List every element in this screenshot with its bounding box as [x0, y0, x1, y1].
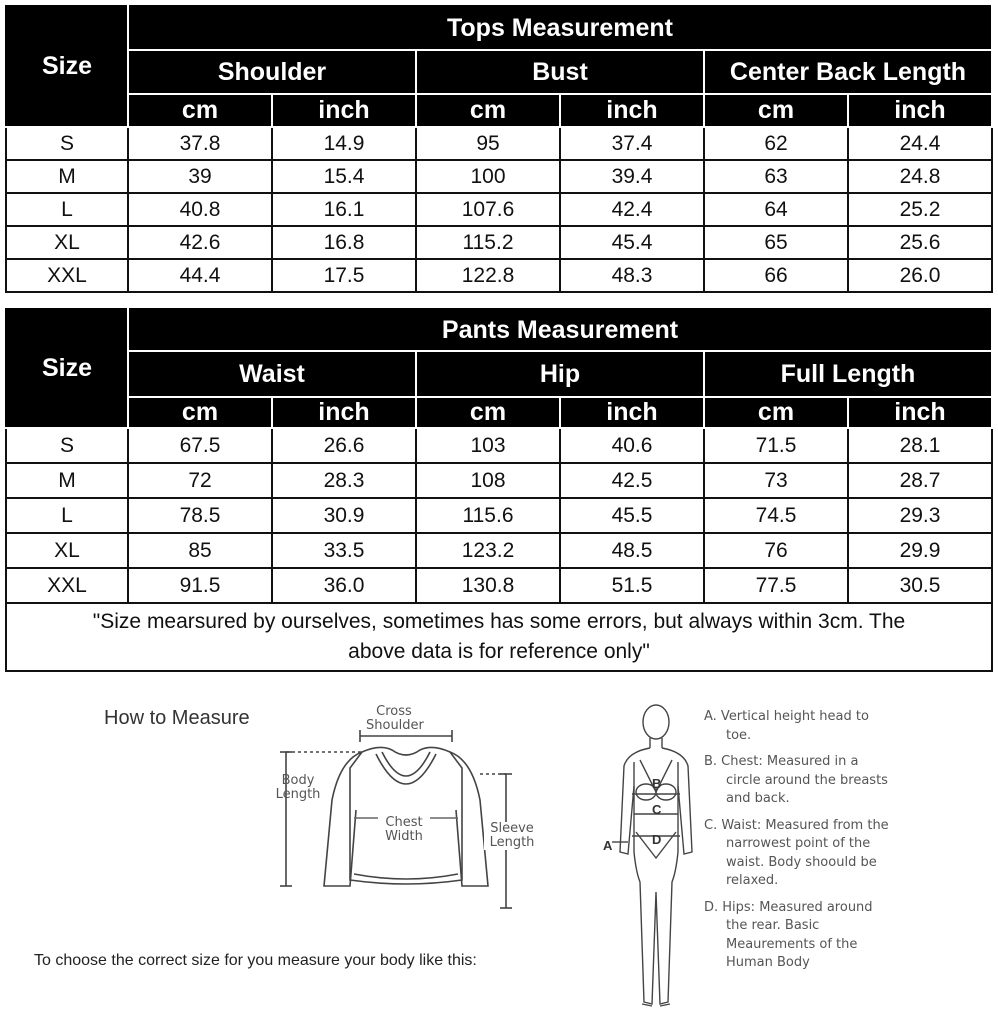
- table-cell: 67.5: [128, 428, 272, 463]
- table-cell: 29.3: [848, 498, 992, 533]
- table-cell: 30.9: [272, 498, 416, 533]
- table-cell: 25.2: [848, 193, 992, 226]
- disclaimer-note: [6, 603, 992, 671]
- table-cell: 130.8: [416, 568, 560, 603]
- table-cell: 73: [704, 463, 848, 498]
- table-cell: 25.6: [848, 226, 992, 259]
- tops-title: Tops Measurement: [128, 6, 992, 50]
- table-cell: 91.5: [128, 568, 272, 603]
- size-cell: S: [6, 428, 128, 463]
- unit-header: cm: [128, 94, 272, 127]
- size-cell: S: [6, 127, 128, 160]
- table-cell: 95: [416, 127, 560, 160]
- unit-header: inch: [848, 94, 992, 127]
- table-cell: 108: [416, 463, 560, 498]
- table-cell: 48.5: [560, 533, 704, 568]
- table-cell: 77.5: [704, 568, 848, 603]
- legend-item-b: B. Chest: Measured in a circle around the breasts and back.: [704, 754, 888, 806]
- measure-instruction: To choose the correct size for you measure your body like this:: [34, 952, 477, 969]
- size-header: Size: [6, 309, 128, 428]
- table-cell: 62: [704, 127, 848, 160]
- chest-width-label: Chest Width: [378, 816, 430, 844]
- table-cell: 72: [128, 463, 272, 498]
- disclaimer-row: [6, 603, 992, 671]
- measurement-guide: [0, 690, 998, 1027]
- size-cell: XL: [6, 533, 128, 568]
- table-cell: 29.9: [848, 533, 992, 568]
- table-cell: 39: [128, 160, 272, 193]
- unit-header: inch: [848, 397, 992, 428]
- table-cell: 42.6: [128, 226, 272, 259]
- sleeve-length-label: Sleeve Length: [484, 822, 540, 850]
- table-cell: 40.6: [560, 428, 704, 463]
- table-row: [6, 568, 992, 603]
- unit-header: cm: [704, 94, 848, 127]
- table-cell: 42.4: [560, 193, 704, 226]
- group-header-shoulder: Shoulder: [128, 50, 416, 94]
- table-cell: 48.3: [560, 259, 704, 292]
- unit-header: inch: [560, 94, 704, 127]
- table-cell: 17.5: [272, 259, 416, 292]
- table-cell: 28.3: [272, 463, 416, 498]
- unit-header: cm: [416, 397, 560, 428]
- pants-title: Pants Measurement: [128, 309, 992, 351]
- letter-c: C: [652, 802, 662, 817]
- size-cell: XXL: [6, 259, 128, 292]
- table-cell: 16.1: [272, 193, 416, 226]
- size-header: Size: [6, 6, 128, 127]
- table-row: [6, 463, 992, 498]
- table-cell: 42.5: [560, 463, 704, 498]
- table-cell: 44.4: [128, 259, 272, 292]
- size-cell: M: [6, 160, 128, 193]
- table-cell: 39.4: [560, 160, 704, 193]
- table-cell: 33.5: [272, 533, 416, 568]
- table-row: [6, 160, 992, 193]
- table-cell: 66: [704, 259, 848, 292]
- size-cell: XL: [6, 226, 128, 259]
- table-cell: 65: [704, 226, 848, 259]
- unit-header: inch: [272, 397, 416, 428]
- legend-item-a: A. Vertical height head to toe.: [704, 709, 869, 743]
- table-cell: 26.6: [272, 428, 416, 463]
- table-cell: 45.5: [560, 498, 704, 533]
- size-cell: L: [6, 193, 128, 226]
- group-header-waist: Waist: [128, 351, 416, 397]
- letter-d: D: [652, 832, 662, 847]
- table-row: [6, 127, 992, 160]
- unit-header: inch: [272, 94, 416, 127]
- table-cell: 28.1: [848, 428, 992, 463]
- table-cell: 15.4: [272, 160, 416, 193]
- letter-a: A: [603, 838, 613, 853]
- unit-header: cm: [416, 94, 560, 127]
- table-cell: 123.2: [416, 533, 560, 568]
- table-cell: 107.6: [416, 193, 560, 226]
- disclaimer-line-2: above data is for reference only": [348, 640, 650, 663]
- table-cell: 16.8: [272, 226, 416, 259]
- table-cell: 14.9: [272, 127, 416, 160]
- table-cell: 74.5: [704, 498, 848, 533]
- table-row: [6, 226, 992, 259]
- table-cell: 63: [704, 160, 848, 193]
- table-row: [6, 428, 992, 463]
- letter-b: B: [652, 776, 662, 791]
- table-cell: 122.8: [416, 259, 560, 292]
- table-cell: 40.8: [128, 193, 272, 226]
- pants-measurement-table: [5, 308, 993, 672]
- group-header-full-length: Full Length: [704, 351, 992, 397]
- table-row: [6, 193, 992, 226]
- table-cell: 100: [416, 160, 560, 193]
- table-cell: 37.4: [560, 127, 704, 160]
- table-cell: 115.6: [416, 498, 560, 533]
- table-row: [6, 533, 992, 568]
- table-cell: 24.8: [848, 160, 992, 193]
- size-cell: M: [6, 463, 128, 498]
- table-cell: 36.0: [272, 568, 416, 603]
- group-header-bust: Bust: [416, 50, 704, 94]
- table-cell: 64: [704, 193, 848, 226]
- table-cell: 103: [416, 428, 560, 463]
- size-cell: L: [6, 498, 128, 533]
- guide-title: How to Measure: [104, 707, 250, 729]
- table-cell: 37.8: [128, 127, 272, 160]
- table-cell: 30.5: [848, 568, 992, 603]
- disclaimer-line-1: "Size mearsured by ourselves, sometimes has some errors, but always within 3cm. The: [92, 610, 906, 633]
- unit-header: cm: [128, 397, 272, 428]
- table-cell: 78.5: [128, 498, 272, 533]
- unit-header: cm: [704, 397, 848, 428]
- table-cell: 71.5: [704, 428, 848, 463]
- group-header-center-back-length: Center Back Length: [704, 50, 992, 94]
- body-length-label: Body Length: [275, 773, 321, 802]
- legend-item-d: D. Hips: Measured around the rear. Basic Meaurements of the Human Body: [704, 899, 873, 970]
- table-cell: 85: [128, 533, 272, 568]
- table-cell: 51.5: [560, 568, 704, 603]
- table-row: [6, 498, 992, 533]
- unit-header: inch: [560, 397, 704, 428]
- table-cell: 28.7: [848, 463, 992, 498]
- legend-item-c: C. Waist: Measured from the narrowest point of the waist. Body shoould be relaxed.: [704, 817, 889, 888]
- cross-shoulder-label: Cross Shoulder: [366, 704, 424, 733]
- table-cell: 45.4: [560, 226, 704, 259]
- measurement-legend: [704, 708, 894, 981]
- tops-measurement-table: [5, 5, 993, 293]
- table-cell: 26.0: [848, 259, 992, 292]
- table-row: [6, 259, 992, 292]
- body-figure-diagram: [606, 702, 706, 1022]
- table-cell: 24.4: [848, 127, 992, 160]
- group-header-hip: Hip: [416, 351, 704, 397]
- table-cell: 76: [704, 533, 848, 568]
- table-cell: 115.2: [416, 226, 560, 259]
- size-cell: XXL: [6, 568, 128, 603]
